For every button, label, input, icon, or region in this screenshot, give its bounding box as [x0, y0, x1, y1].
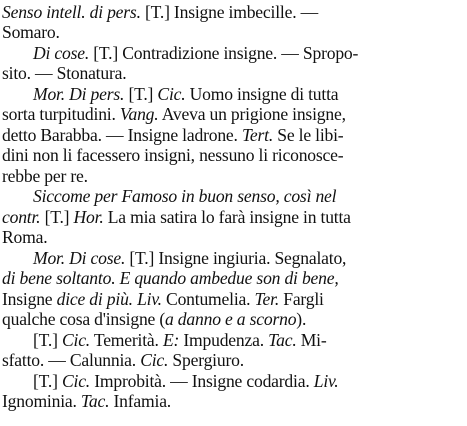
text-run: Improbità. — Insigne codardia.: [90, 371, 314, 391]
italic-text: Senso intell. di pers.: [2, 2, 141, 22]
entry-continuation-line: [2, 350, 244, 370]
italic-text: di bene soltanto. E quando ambedue son di bene,: [2, 268, 339, 288]
italic-text: Ter.: [254, 289, 280, 309]
entry-first-line: [33, 248, 346, 268]
entry-first-line: [2, 2, 318, 22]
italic-text: Di cose.: [33, 43, 90, 63]
text-run: detto Barabba. — Insigne ladrone.: [2, 125, 242, 145]
italic-text: Tert.: [241, 125, 274, 145]
entry-first-line: [33, 186, 336, 206]
entry-continuation-line: [2, 227, 47, 247]
text-run: Fargli: [279, 289, 324, 309]
italic-text: Cic.: [157, 84, 186, 104]
entry-first-line: [33, 43, 358, 63]
text-run: La mia satira lo farà insigne in tutta: [103, 207, 351, 227]
entry-first-line: [33, 84, 338, 104]
entry-continuation-line: [2, 309, 306, 329]
entry-continuation-line: [2, 391, 171, 411]
italic-text: Mor. Di pers.: [33, 84, 125, 104]
text-run: dini non li facessero insigni, nessuno li riconosce-: [2, 145, 344, 165]
entry-first-line: [33, 371, 339, 391]
text-run: Temerità.: [90, 330, 163, 350]
text-run: Roma.: [2, 227, 48, 247]
italic-text: Liv.: [137, 289, 162, 309]
italic-text: Mor. Di cose.: [33, 248, 126, 268]
entry-continuation-line: [2, 166, 88, 186]
entry-continuation-line: [2, 145, 343, 165]
text-run: Insigne: [2, 289, 57, 309]
italic-text: Tac.: [268, 330, 297, 350]
italic-text: contr.: [2, 207, 41, 227]
entry-continuation-line: [2, 63, 126, 83]
text-run: rebbe per re.: [2, 166, 88, 186]
entry-continuation-line: [2, 207, 351, 227]
text-run: Contumelia.: [161, 289, 255, 309]
text-run: ).: [296, 309, 307, 329]
italic-text: Vang.: [119, 104, 159, 124]
text-run: Spergiuro.: [168, 350, 244, 370]
italic-text: Cic.: [61, 371, 90, 391]
text-run: Aveva un prigione insigne,: [158, 104, 346, 124]
text-run: [T.] Insigne ingiuria. Segnalato,: [125, 248, 347, 268]
italic-text: Tac.: [80, 391, 110, 411]
text-run: qualche cosa d'insigne (: [2, 309, 166, 329]
text-run: Impudenza.: [179, 330, 269, 350]
text-run: [T.] Insigne imbecille. —: [140, 2, 318, 22]
entry-continuation-line: [2, 268, 339, 288]
italic-text: a danno e a scorno: [165, 309, 297, 329]
text-run: Mi-: [296, 330, 327, 350]
text-run: [T.]: [33, 371, 62, 391]
entry-continuation-line: [2, 22, 60, 42]
entry-continuation-line: [2, 289, 324, 309]
text-run: [T.]: [33, 330, 62, 350]
italic-text: Cic.: [140, 350, 169, 370]
text-run: Se le libi-: [273, 125, 344, 145]
entry-first-line: [33, 330, 327, 350]
text-run: Uomo insigne di tutta: [185, 84, 339, 104]
text-run: [T.] Contradizione insigne. — Spropo-: [89, 43, 359, 63]
text-run: sfatto. — Calunnia.: [2, 350, 141, 370]
italic-text: E:: [162, 330, 180, 350]
italic-text: dice di più.: [56, 289, 133, 309]
text-run: [T.]: [124, 84, 158, 104]
entry-continuation-line: [2, 104, 346, 124]
italic-text: Hor.: [73, 207, 104, 227]
italic-text: Siccome per Famoso in buon senso, così nel: [33, 186, 337, 206]
text-run: sito. — Stonatura.: [2, 63, 127, 83]
text-run: Ignominia.: [2, 391, 81, 411]
text-run: Somaro.: [2, 22, 60, 42]
text-run: [T.]: [40, 207, 74, 227]
text-run: sorta turpitudini.: [2, 104, 120, 124]
italic-text: Liv.: [313, 371, 339, 391]
entry-continuation-line: [2, 125, 343, 145]
text-run: Infamia.: [109, 391, 171, 411]
italic-text: Cic.: [61, 330, 90, 350]
